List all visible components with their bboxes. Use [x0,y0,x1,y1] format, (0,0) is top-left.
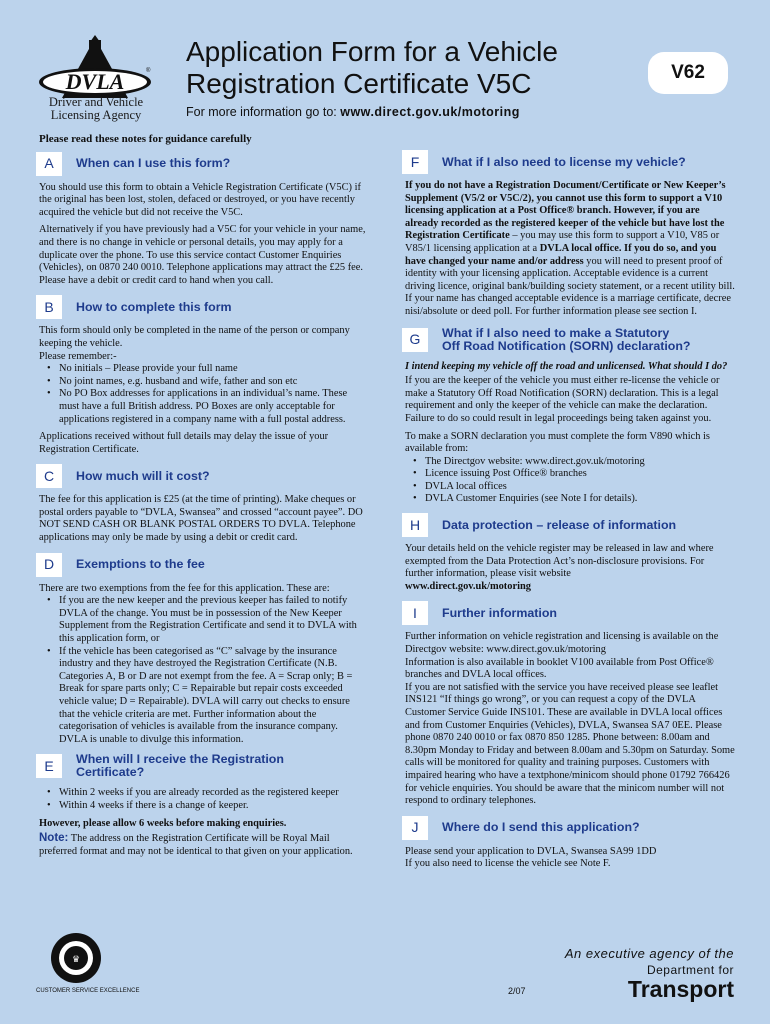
transport-line: Transport [627,976,734,1002]
svg-text:♛: ♛ [71,954,81,964]
agency-name [36,96,156,122]
section-title-line2: Off Road Notification (SORN) declaration? [442,338,691,353]
svg-text:®: ® [146,68,151,74]
section-title [442,327,691,353]
section-title: Exemptions to the fee [76,557,205,572]
form-code-badge: V62 [648,52,728,94]
section-d-p1: There are two exemptions from the fee for this application. These are: [39,582,330,594]
list-item: • Within 2 weeks if you are already recorded as the registered keeper [59,787,367,800]
section-b-p2: Applications received without full details may delay the issue of your Registration Certificate. [39,431,329,455]
department-line: Department for [646,963,734,977]
print-date: 2/07 [508,986,526,996]
title-line2: Registration Certificate V5C [186,68,532,99]
section-letter: E [36,754,62,778]
section-e-list [39,787,367,812]
right-column [405,150,735,871]
section-i-p2: Information is also available in booklet V100 available from Post Office® branches and DVLA local offices. [405,656,714,681]
customer-service-excellence-label: CUSTOMER SERVICE EXCELLENCE [36,988,140,994]
agency-name-line1: Driver and Vehicle [48,95,144,109]
section-letter: D [36,553,62,577]
subtitle-prefix: For more information go to: [186,105,341,119]
section-j-p2: If you also need to license the vehicle see Note F. [405,858,611,870]
list-item: • The Directgov website: www.direct.gov.uk/motoring [425,456,735,469]
section-title-line1: What if I also need to make a Statutory [442,325,670,340]
section-e-bold: However, please allow 6 weeks before making enquiries. [39,817,287,829]
title-line1: Application Form for a Vehicle [186,36,558,67]
section-title: How much will it cost? [76,468,210,483]
section-title: How to complete this form [76,299,232,314]
section-f-bold1: If you do not have a Registration Document/Certificate or New Keeper’s Supplement (V5/2 or V5C/2), you cannot use this form to support a V10 licensing application at a Post Office® branch. However, if you are already recorded as the registered keeper of the vehicle but have lost the Registration Certificate [405,180,726,242]
list-item: • If you are the new keeper and the previous keeper has failed to notify DVLA of the change. You must be in possession of the New Keeper Supplement from the Registration Certificate and send it to DVLA with this application form, or [59,595,367,645]
section-title-line2: Certificate? [76,765,145,780]
section-a-p2: Alternatively if you have previously had a V5C for your vehicle in your name, and there is no change in vehicle or personal details, you may apply for a duplicate over the phone. To use this service contact Customer Enquiries (Vehicles), on 0870 240 0010. Telephone applications may attract the £25 fee. Please have a debit or credit card to hand when you call. [39,224,366,286]
list-item: • No joint names, e.g. husband and wife, father and son etc [59,376,367,389]
note-text: The address on the Registration Certificate will be Royal Mail preferred format and may not be identical to that given on your application. [39,833,353,857]
section-g-p2: To make a SORN declaration you must complete the form V890 which is available from: [405,430,710,455]
list-item: • DVLA local offices [425,481,735,494]
section-h-p1: Your details held on the vehicle register may be released in law and where exempted from the Data Protection Act’s non-disclosure provisions. For further information, please visit website [405,543,714,580]
section-b-remember: Please remember:- [39,350,117,362]
section-b-p1: This form should only be completed in the name of the person or company keeping the vehicle. [39,325,350,349]
charter-mark-seal-icon [50,932,102,984]
section-e-header [36,751,367,781]
agency-name-line2: Licensing Agency [50,108,142,122]
section-b-header [36,295,367,319]
section-b-list [39,363,367,426]
section-c-header [36,464,367,488]
section-title: Where do I send this application? [442,820,640,835]
section-a-p1: You should use this form to obtain a Vehicle Registration Certificate (V5C) if the original has been lost, stolen, defaced or destroyed, or you have recently acquired the vehicle but did not receive the V5C. [39,181,361,218]
list-item: • No PO Box addresses for applications in an individual’s name. These must have a full British address. PO Boxes are only acceptable for applications registered in a company name with a full postal address. [59,388,367,426]
section-f-text1: – you may use this form to support a V10, V85 or V85/1 licensing application at a [405,230,720,254]
section-letter: C [36,464,62,488]
section-a-header [36,152,367,176]
left-column [39,130,367,863]
section-i-p1: Further information on vehicle registration and licensing is available on the Directgov website: www.direct.gov.uk/motoring [405,631,719,656]
section-d-header [36,553,367,577]
section-c-p1: The fee for this application is £25 (at the time of printing). Make cheques or postal orders payable to “DVLA, Swansea” and crossed “account payee”. DO NOT SEND CASH OR BLANK POSTAL ORDERS TO DVLA. Telephone applications may only be made by using a debit or credit card. [39,494,363,544]
section-letter: A [36,152,62,176]
section-d-list [39,595,367,746]
section-title: Data protection – release of information [442,517,677,532]
section-g-question: I intend keeping my vehicle off the road and unlicensed. What should I do? [405,360,728,372]
section-e-note [39,832,367,858]
section-i-p3: If you are not satisfied with the service you have received please see leaflet INS121 “If things go wrong”, or you can request a copy of the DVLA Customer Service Guide INS101. These are available in DVLA local offices and from Customer Enquiries (Vehicles), DVLA, Swansea SA7 0EE. Please phone 0870 240 0010 or fax 0870 850 1285. Phone between: 8.00am and 8.30pm Monday to Friday and between 8.00am and 5.30pm on Saturday. Some calls will be monitored for quality and training purposes. Customers with impaired hearing who have a textphone/minicom should phone 01792 766426 for vehicle enquiries. You should be aware that the minicom number will not respond to ordinary telephones. [405,681,735,807]
section-letter: F [402,150,428,174]
section-title: When can I use this form? [76,156,231,171]
section-title: What if I also need to license my vehicle? [442,154,686,169]
section-letter: H [402,513,428,537]
section-j-p1: Please send your application to DVLA, Swansea SA99 1DD [405,845,657,857]
section-g-header [402,325,735,355]
subtitle [186,105,520,119]
section-f-header [402,150,735,174]
section-f-p1 [405,180,735,319]
list-item: • DVLA Customer Enquiries (see Note I for details). [425,493,735,506]
list-item: • Licence issuing Post Office® branches [425,468,735,481]
section-letter: I [402,601,428,625]
section-f-text2: you will need to present proof of identity with your licensing application. Acceptable evidence is a current driving licence, original bank/building society statement, or a recent utility bill. If your name has changed acceptable evidence is a marriage certificate, decree nisi/absolute or deed poll. For further information please see section I. [405,255,735,317]
section-f-bold2: DVLA local office. If you do so, and you have changed your name and/or address [405,242,717,267]
guidance-note: Please read these notes for guidance carefully [39,133,252,145]
section-title-line1: When will I receive the Registration [76,752,284,767]
subtitle-url: www.direct.gov.uk/motoring [340,105,520,119]
list-item: • If the vehicle has been categorised as “C” salvage by the insurance industry and they have destroyed the Registration Certificate (N.B. Categories A, B or D are not exempt from the fee. A = Scrap only; B = Break for spare parts only; C = Repairable but repair costs exceeded vehicle value; D = Repairable). DVLA will carry out checks to ensure that the vehicle criteria are met. Further information about the categorisation of vehicles is available from the insurance company. DVLA is unable to divulge this information. [59,646,367,747]
page-title [186,36,558,100]
list-item: • Within 4 weeks if there is a change of keeper. [59,800,367,813]
section-letter: B [36,295,62,319]
section-i-header [402,601,735,625]
section-h-header [402,513,735,537]
list-item: • No initials – Please provide your full name [59,363,367,376]
agency-line: An executive agency of the [564,946,734,961]
section-letter: J [402,816,428,840]
header [0,0,770,128]
svg-text:DVLA: DVLA [65,69,125,94]
section-g-p1: If you are the keeper of the vehicle you must either re-license the vehicle or make a Statutory Off Road Notification (SORN) declaration. This is a legal requirement and only the keeper of the vehicle can make the declaration. Failure to do so could result in legal proceedings being taken against you. [405,375,720,424]
section-title: Further information [442,605,557,620]
section-h-url: www.direct.gov.uk/motoring [405,580,531,592]
note-label: Note: [39,832,69,845]
section-j-header [402,816,735,840]
department-for-transport-logo [520,946,734,1001]
section-letter: G [402,328,428,352]
section-title [76,753,284,779]
section-g-list [405,456,735,506]
